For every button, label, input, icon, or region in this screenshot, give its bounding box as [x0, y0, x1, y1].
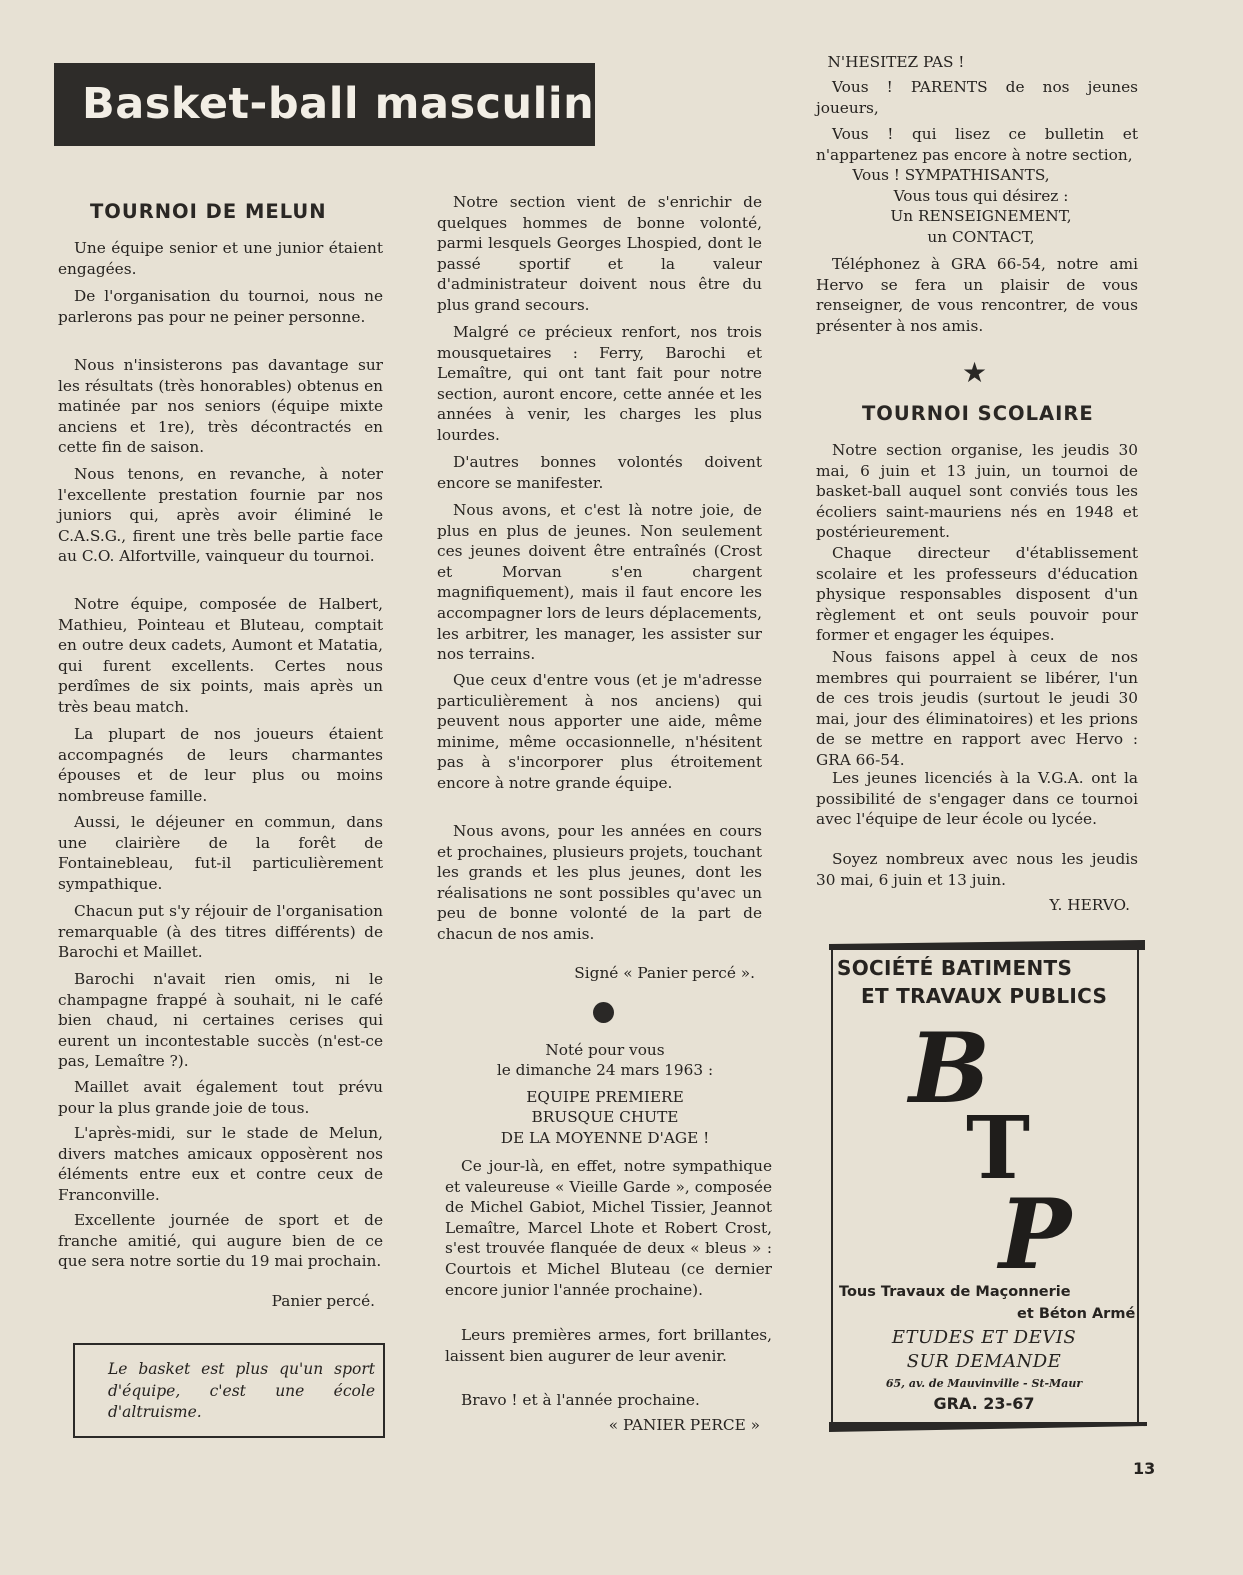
paragraph: Nous tenons, en revanche, à noter l'excellente prestation fournie par nos juniors qui, après avoir éliminé le C.A.S.G., firent une très belle partie face au C.O. Alfortville, vainqueur du tournoi.: [58, 465, 383, 566]
paragraph: La plupart de nos joueurs étaient accompagnés de leurs charmantes épouses et de leur plus ou moins nombreuse famille.: [58, 725, 383, 805]
ad-phone: GRA. 23-67: [933, 1394, 1035, 1413]
signature: « PANIER PERCE »: [608, 1416, 760, 1434]
paragraph: Nous avons, et c'est là notre joie, de plus en plus de jeunes. Non seulement ces jeunes doivent être entraînés (Crost et Morvan s'en chargent magnifiquement), mais il faut encore les accompagner lors de leurs déplacements, les arbitrer, les manager, les assister sur nos terrains.: [437, 501, 762, 664]
paragraph: Chaque directeur d'établissement scolaire et les professeurs d'éducation physique responsables disposent d'un règlement et ont seuls pouvoir pour former et engager les équipes.: [816, 544, 1138, 645]
subtitle-line: BRUSQUE CHUTE: [531, 1108, 679, 1126]
ad-offer-line2: SUR DEMANDE: [906, 1351, 1062, 1372]
intro-line: Un RENSEIGNEMENT,: [890, 207, 1072, 225]
page-title: Basket-ball masculin: [54, 63, 595, 146]
ad-company-line1: SOCIÉTÉ BATIMENTS: [837, 956, 1073, 980]
page-number: 13: [1133, 1459, 1156, 1478]
paragraph: Nous avons, pour les années en cours et prochaines, plusieurs projets, touchant les grands et les plus jeunes, dont les réalisations ne sont possibles qu'avec un peu de bonne volonté de la part de chacun de nos amis.: [437, 822, 762, 943]
ad-address: 65, av. de Mauvinville - St-Maur: [885, 1377, 1083, 1390]
paragraph: Malgré ce précieux renfort, nos trois mousquetaires : Ferry, Barochi et Lemaître, qui ont tant fait pour notre section, auront encore, cette année et les années à venir, les charges les plus lourdes.: [437, 323, 762, 444]
note-line: Noté pour vous: [545, 1041, 665, 1059]
ad-letter-p: P: [999, 1178, 1072, 1291]
note-line: le dimanche 24 mars 1963 :: [496, 1061, 714, 1079]
paragraph: L'après-midi, sur le stade de Melun, divers matches amicaux opposèrent nos éléments entre eux et contre ceux de Franconville.: [58, 1124, 383, 1204]
paragraph: Ce jour-là, en effet, notre sympathique et valeureuse « Vieille Garde », composée de Michel Gabiot, Michel Tissier, Jeannot Lemaître, Marcel Lhote et Robert Crost, s'est trouvée flanquée de deux « bleus » : Courtois et Michel Bluteau (ce dernier encore junior l'année prochaine).: [445, 1157, 772, 1299]
paragraph: D'autres bonnes volontés doivent encore se manifester.: [437, 453, 762, 492]
paragraph: De l'organisation du tournoi, nous ne parlerons pas pour ne peiner personne.: [58, 287, 383, 326]
btp-advertisement: [829, 940, 1147, 1436]
paragraph: Que ceux d'entre vous (et je m'adresse particulièrement à nos anciens) qui peuvent nous apporter une aide, même minime, même occasionnelle, n'hésitent pas à s'incorporer plus étroitement encore à notre grande équipe.: [437, 671, 762, 792]
intro-paragraph: Téléphonez à GRA 66-54, notre ami Hervo se fera un plaisir de vous renseigner, de vous rencontrer, de vous présenter à nos amis.: [816, 255, 1138, 335]
signature: Signé « Panier percé ».: [574, 964, 755, 982]
bullet-separator: [593, 1002, 614, 1023]
star-separator: ★: [962, 356, 988, 389]
signature: Panier percé.: [271, 1292, 375, 1310]
paragraph: Excellente journée de sport et de franche amitié, qui augure bien de ce que sera notre sortie du 19 mai prochain.: [58, 1211, 383, 1271]
quote-box: Le basket est plus qu'un sport d'équipe, c'est une école d'altruisme.: [73, 1343, 385, 1438]
ad-offer-line1: ETUDES ET DEVIS: [891, 1327, 1077, 1348]
ad-company-line2: ET TRAVAUX PUBLICS: [861, 984, 1108, 1008]
section-heading-scolaire: TOURNOI SCOLAIRE: [862, 402, 1094, 425]
paragraph: Notre section vient de s'enrichir de quelques hommes de bonne volonté, parmi lesquels Georges Lhospied, dont le passé sportif et la valeur d'administrateur doivent nous être du plus grand secours.: [437, 193, 762, 314]
subtitle-line: EQUIPE PREMIERE: [526, 1088, 684, 1106]
ad-letter-t: T: [966, 1098, 1030, 1199]
paragraph: Notre section organise, les jeudis 30 mai, 6 juin et 13 juin, un tournoi de basket-ball auquel sont conviés tous les écoliers saint-mauriens nés en 1948 et postérieurement.: [816, 441, 1138, 542]
paragraph: Maillet avait également tout prévu pour la plus grande joie de tous.: [58, 1078, 383, 1117]
intro-line: Vous tous qui désirez :: [893, 187, 1069, 205]
paragraph: Barochi n'avait rien omis, ni le champagne frappé à souhait, ni le café bien chaud, ni certaines cerises qui eurent un incontestable succès (n'est-ce pas, Lemaître ?).: [58, 970, 383, 1071]
paragraph: Les jeunes licenciés à la V.G.A. ont la possibilité de s'engager dans ce tournoi avec l'équipe de leur école ou lycée.: [816, 769, 1138, 829]
subtitle-line: DE LA MOYENNE D'AGE !: [500, 1129, 710, 1147]
intro-line: Vous ! qui lisez ce bulletin et n'appartenez pas encore à notre section,: [816, 125, 1138, 164]
ad-bottom-bar: [829, 1422, 1147, 1432]
paragraph: Soyez nombreux avec nous les jeudis 30 mai, 6 juin et 13 juin.: [816, 850, 1138, 889]
paragraph: Aussi, le déjeuner en commun, dans une clairière de la forêt de Fontainebleau, fut-il particulièrement sympathique.: [58, 813, 383, 893]
intro-line: Vous ! SYMPATHISANTS,: [852, 166, 1050, 184]
paragraph: Leurs premières armes, fort brillantes, laissent bien augurer de leur avenir.: [445, 1326, 772, 1365]
ad-service-line1: Tous Travaux de Maçonnerie: [839, 1284, 1071, 1300]
ad-service-line2: et Béton Armé: [1017, 1306, 1136, 1322]
paragraph: Notre équipe, composée de Halbert, Mathieu, Pointeau et Bluteau, comptait en outre deux cadets, Aumont et Matatia, qui furent excellents. Certes nous perdîmes de six points, mais après un très beau match.: [58, 595, 383, 716]
signature: Y. HERVO.: [1049, 896, 1130, 914]
paragraph: Nous n'insisterons pas davantage sur les résultats (très honorables) obtenus en matinée par nos seniors (équipe mixte anciens et 1re), très décontractés en cette fin de saison.: [58, 356, 383, 457]
paragraph: Chacun put s'y réjouir de l'organisation remarquable (à des titres différents) de Barochi et Maillet.: [58, 902, 383, 962]
ad-letter-b: B: [909, 1012, 991, 1125]
intro-line: un CONTACT,: [927, 228, 1035, 246]
call-out-line: N'HESITEZ PAS !: [827, 53, 965, 71]
paragraph: Nous faisons appel à ceux de nos membres qui pourraient se libérer, l'un de ces trois jeudis (surtout le jeudi 30 mai, jour des éliminatoires) et les prions de se mettre en rapport avec Hervo : GRA 66-54.: [816, 648, 1138, 769]
intro-line: Vous ! PARENTS de nos jeunes joueurs,: [816, 78, 1138, 117]
paragraph: Une équipe senior et une junior étaient engagées.: [58, 239, 383, 278]
section-heading-melun: TOURNOI DE MELUN: [90, 200, 327, 223]
paragraph: Bravo ! et à l'année prochaine.: [461, 1391, 700, 1409]
